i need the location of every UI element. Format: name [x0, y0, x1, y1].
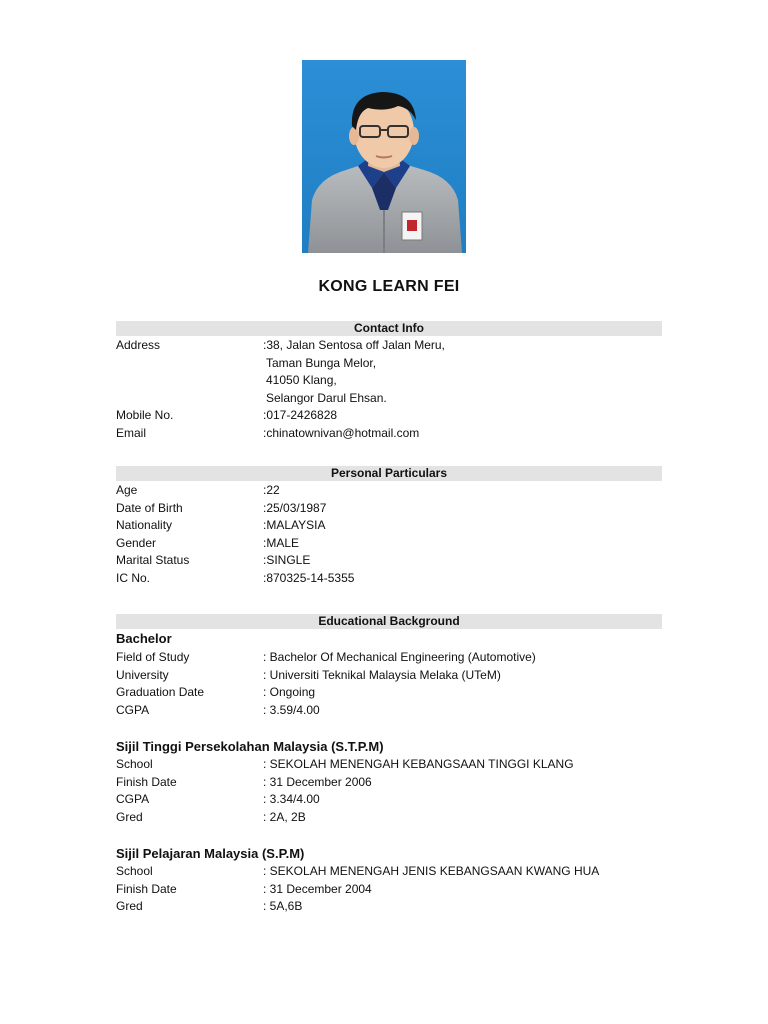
educational-background-header: Educational Background — [116, 614, 662, 629]
row-value: :MALE — [263, 536, 300, 550]
row-label: Gred — [116, 899, 143, 913]
row-value: : Ongoing — [263, 685, 316, 699]
email-label: Email — [116, 426, 147, 440]
row-value: : 3.34/4.00 — [263, 792, 320, 806]
ic-number-row — [116, 570, 676, 587]
spm-finish-date-row — [116, 881, 676, 898]
row-value: : 3.59/4.00 — [263, 703, 320, 717]
row-label: Graduation Date — [116, 685, 205, 699]
row-value: : SEKOLAH MENENGAH KEBANGSAAN TINGGI KLANG — [263, 757, 574, 771]
gender-row — [116, 535, 676, 552]
row-label: CGPA — [116, 792, 150, 806]
row-label: Age — [116, 483, 138, 497]
dob-row — [116, 500, 676, 517]
email-value: :chinatownivan@hotmail.com — [263, 426, 420, 440]
personal-particulars-header: Personal Particulars — [116, 466, 662, 481]
row-value: : Universiti Teknikal Malaysia Melaka (UTeM) — [263, 668, 501, 682]
row-label: University — [116, 668, 169, 682]
row-label: Marital Status — [116, 553, 190, 567]
row-value: :MALAYSIA — [263, 518, 326, 532]
row-label: Gred — [116, 810, 143, 824]
email-row — [116, 425, 676, 442]
marital-status-row — [116, 552, 676, 569]
row-value: : Bachelor Of Mechanical Engineering (Automotive) — [263, 650, 536, 664]
contact-info-header: Contact Info — [116, 321, 662, 336]
spm-gred-row — [116, 898, 676, 915]
field-of-study-row — [116, 649, 676, 666]
row-value: :SINGLE — [263, 553, 311, 567]
profile-photo — [302, 60, 466, 253]
row-value: : 2A, 2B — [263, 810, 306, 824]
graduation-date-row — [116, 684, 676, 701]
row-label: School — [116, 757, 153, 771]
cgpa-row — [116, 702, 676, 719]
university-row — [116, 667, 676, 684]
row-value: : SEKOLAH MENENGAH JENIS KEBANGSAAN KWANG HUA — [263, 864, 600, 878]
row-label: Date of Birth — [116, 501, 183, 515]
row-value: :22 — [263, 483, 280, 497]
row-label: Gender — [116, 536, 157, 550]
spm-school-row — [116, 863, 676, 880]
address-line-3: 41050 Klang, — [266, 373, 337, 387]
address-line-4: Selangor Darul Ehsan. — [266, 391, 387, 405]
row-label: Field of Study — [116, 650, 190, 664]
mobile-value: :017-2426828 — [263, 408, 338, 422]
stpm-finish-date-row — [116, 774, 676, 791]
row-value: : 5A,6B — [263, 899, 303, 913]
row-label: IC No. — [116, 571, 151, 585]
nationality-row — [116, 517, 676, 534]
address-line-1: :38, Jalan Sentosa off Jalan Meru, — [263, 338, 445, 352]
mobile-row — [116, 407, 676, 424]
bachelor-heading: Bachelor — [116, 631, 172, 646]
row-value: :870325-14-5355 — [263, 571, 355, 585]
row-label: CGPA — [116, 703, 150, 717]
row-label: Nationality — [116, 518, 173, 532]
address-row — [116, 337, 676, 354]
row-value: :25/03/1987 — [263, 501, 327, 515]
stpm-school-row — [116, 756, 676, 773]
mobile-label: Mobile No. — [116, 408, 174, 422]
stpm-cgpa-row — [116, 791, 676, 808]
address-line-2: Taman Bunga Melor, — [266, 356, 377, 370]
person-name: KONG LEARN FEI — [318, 278, 460, 295]
address-label: Address — [116, 338, 161, 352]
stpm-gred-row — [116, 809, 676, 826]
row-value: : 31 December 2006 — [263, 775, 372, 789]
stpm-heading: Sijil Tinggi Persekolahan Malaysia (S.T.P.M) — [116, 739, 384, 754]
row-label: Finish Date — [116, 775, 177, 789]
spm-heading: Sijil Pelajaran Malaysia (S.P.M) — [116, 846, 305, 861]
row-label: School — [116, 864, 153, 878]
row-value: : 31 December 2004 — [263, 882, 372, 896]
row-label: Finish Date — [116, 882, 177, 896]
age-row — [116, 482, 676, 499]
portrait-image — [302, 60, 466, 253]
